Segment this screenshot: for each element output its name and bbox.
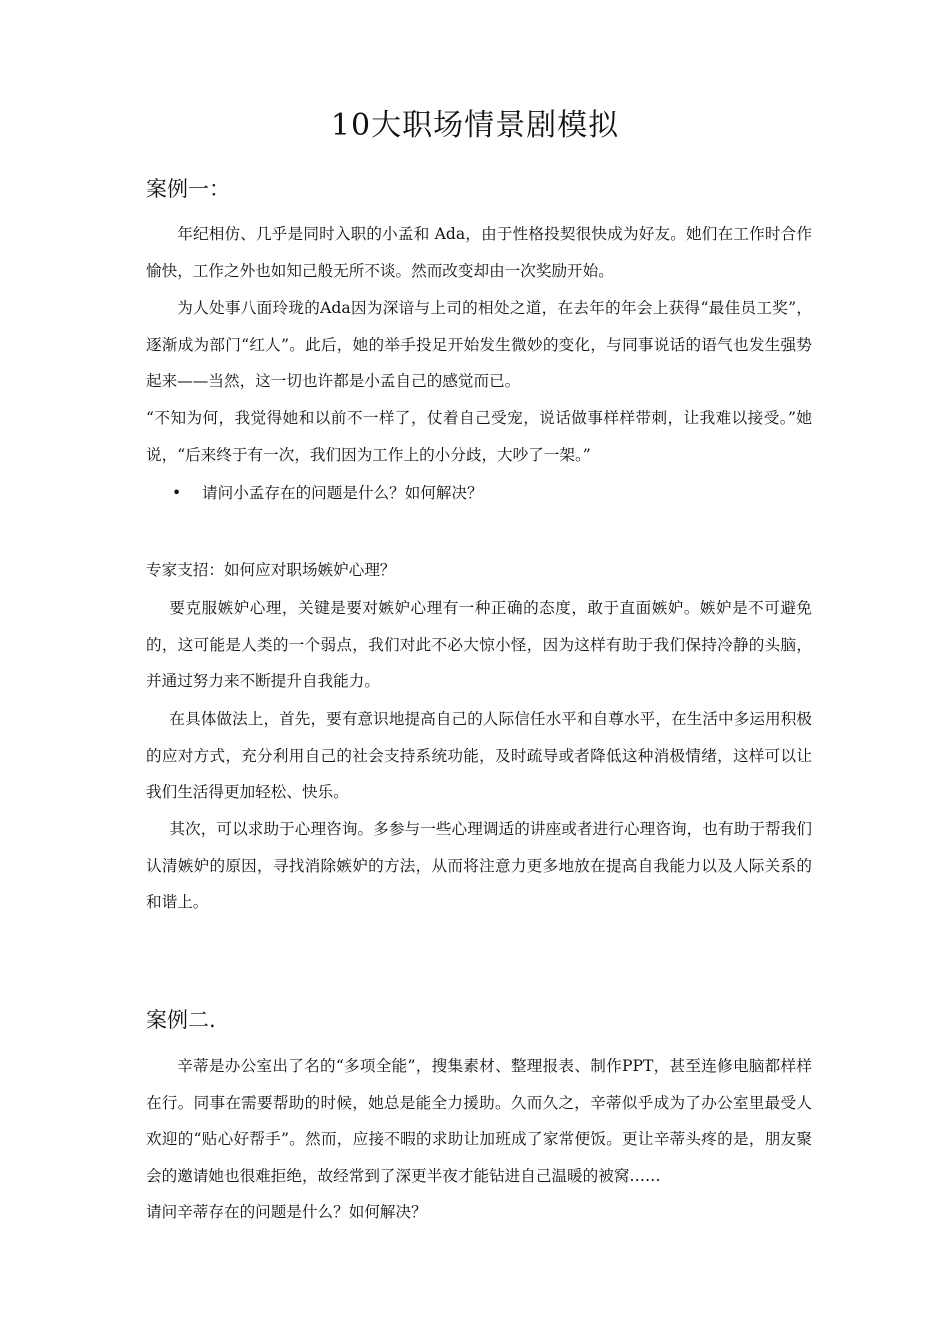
case2-paragraph-1: 辛蒂是办公室出了名的“多项全能”，搜集素材、整理报表、制作PPT，甚至连修电脑都样样在行。同事在需要帮助的时候，她总是能全力援助。久而久之，辛蒂似乎成为了办公室里最受人欢迎的“贴心好帮手”。然而，应接不暇的求助让加班成了家常便饭。更让辛蒂头疼的是，朋友聚会的邀请她也很难拒绝，故经常到了深更半夜才能钻进自己温暖的被窝…… [146,1057,812,1185]
bullet-marker: • [172,484,182,502]
case1-paragraph-3: “不知为何，我觉得她和以前不一样了，仗着自己受宠，说话做事样样带刺，让我难以接受。”她说，“后来终于有一次，我们因为工作上的小分歧，大吵了一架。” [146,409,812,464]
case2-heading: 案例二. [146,1008,216,1032]
expert-paragraph-2: 在具体做法上，首先，要有意识地提高自己的人际信任水平和自尊水平，在生活中多运用积极的应对方式，充分利用自己的社会支持系统功能，及时疏导或者降低这种消极情绪，这样可以让我们生活得更加轻松、快乐。 [146,710,812,801]
case1-paragraph-1: 年纪相仿、几乎是同时入职的小孟和 Ada，由于性格投契很快成为好友。她们在工作时合作愉快，工作之外也如知己般无所不谈。然而改变却由一次奖励开始。 [146,225,812,280]
expert-paragraph-3: 其次，可以求助于心理咨询。多参与一些心理调适的讲座或者进行心理咨询，也有助于帮我们认清嫉妒的原因，寻找消除嫉妒的方法，从而将注意力更多地放在提高自我能力以及人际关系的和谐上。 [146,820,812,911]
case1-heading: 案例一： [146,177,230,201]
case2-question: 请问辛蒂存在的问题是什么？如何解决？ [146,1203,427,1221]
case1-question: 请问小孟存在的问题是什么？如何解决？ [202,484,483,502]
expert-heading: 专家支招：如何应对职场嫉妒心理？ [146,561,396,579]
case1-paragraph-2: 为人处事八面玲珑的Ada因为深谙与上司的相处之道，在去年的年会上获得“最佳员工奖”，逐渐成为部门“红人”。此后，她的举手投足开始发生微妙的变化，与同事说话的语气也发生强势起来——当然，这一切也许都是小孟自己的感觉而已。 [146,299,812,390]
case1-question-item [172,480,483,506]
document-title: 10大职场情景剧模拟 [330,108,620,143]
expert-paragraph-1: 要克服嫉妒心理，关键是要对嫉妒心理有一种正确的态度，敢于直面嫉妒。嫉妒是不可避免的，这可能是人类的一个弱点，我们对此不必大惊小怪，因为这样有助于我们保持冷静的头脑，并通过努力来不断提升自我能力。 [146,599,812,690]
